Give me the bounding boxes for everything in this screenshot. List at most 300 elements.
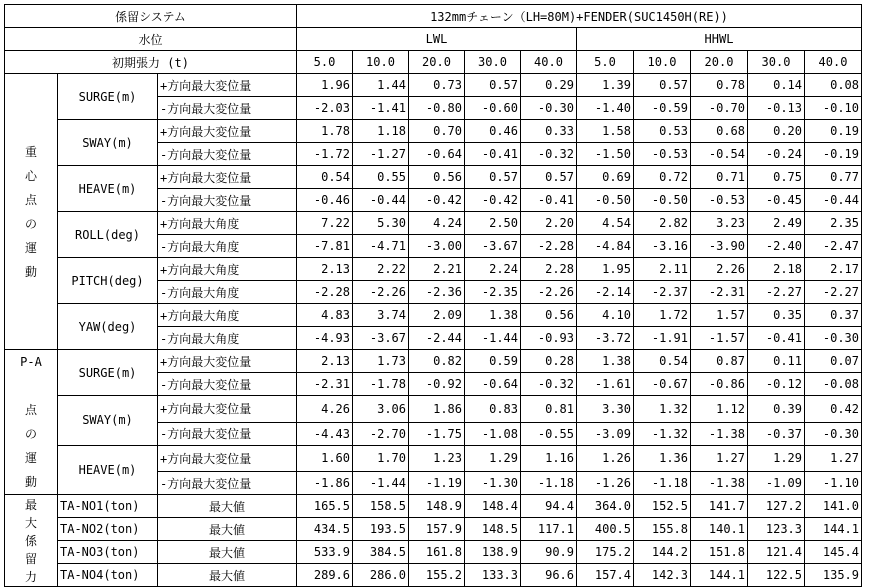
value-cell: -1.30 (465, 472, 521, 495)
line-name: TA-NO3(ton) (58, 541, 158, 564)
group-label-char: の (24, 216, 37, 231)
value-cell: 4.54 (577, 212, 634, 235)
value-cell: 0.37 (805, 304, 862, 327)
value-cell: 2.28 (521, 258, 577, 281)
value-cell: 2.11 (634, 258, 691, 281)
value-cell: 0.78 (691, 74, 748, 97)
value-cell: 0.57 (521, 166, 577, 189)
value-cell: -0.64 (465, 373, 521, 396)
value-cell: -0.30 (521, 97, 577, 120)
value-cell: 0.19 (805, 120, 862, 143)
value-cell: -2.40 (748, 235, 805, 258)
value-cell: 0.11 (748, 350, 805, 373)
value-cell: -1.78 (353, 373, 409, 396)
value-cell: 2.17 (805, 258, 862, 281)
system-label: 係留システム (5, 5, 297, 28)
value-cell: -0.44 (353, 189, 409, 212)
value-cell: 3.74 (353, 304, 409, 327)
value-cell: -4.93 (297, 327, 353, 350)
value-cell: -3.00 (409, 235, 465, 258)
group-label-char: 運 (24, 240, 37, 255)
value-cell: -2.27 (805, 281, 862, 304)
value-cell: 0.83 (465, 396, 521, 423)
group-label-char: 心 (24, 168, 37, 183)
group-label-char: 運 (24, 451, 37, 465)
value-cell: -1.40 (577, 97, 634, 120)
value-cell: 384.5 (353, 541, 409, 564)
row-label: -方向最大変位量 (158, 373, 297, 396)
value-cell: 289.6 (297, 564, 353, 587)
value-cell: -2.28 (521, 235, 577, 258)
value-cell: 0.57 (634, 74, 691, 97)
motion-component: SURGE(m) (58, 74, 158, 120)
value-cell: -3.16 (634, 235, 691, 258)
value-cell: 1.18 (353, 120, 409, 143)
group-label (5, 350, 58, 495)
value-cell: -1.75 (409, 422, 465, 445)
value-cell: 96.6 (521, 564, 577, 587)
value-cell: 1.70 (353, 445, 409, 472)
value-cell: -1.09 (748, 472, 805, 495)
value-cell: 1.27 (805, 445, 862, 472)
value-cell: 1.60 (297, 445, 353, 472)
value-cell: -0.53 (634, 143, 691, 166)
row-label: +方向最大変位量 (158, 120, 297, 143)
value-cell: 0.53 (634, 120, 691, 143)
value-cell: -0.30 (805, 327, 862, 350)
value-cell: 1.32 (634, 396, 691, 423)
value-cell: 2.09 (409, 304, 465, 327)
motion-component: PITCH(deg) (58, 258, 158, 304)
group-label-char: 係 (24, 533, 37, 548)
value-cell: 1.73 (353, 350, 409, 373)
value-cell: 1.29 (748, 445, 805, 472)
value-cell: -1.19 (409, 472, 465, 495)
value-cell: 0.35 (748, 304, 805, 327)
motion-component: HEAVE(m) (58, 445, 158, 495)
value-cell: -0.54 (691, 143, 748, 166)
value-cell: 4.26 (297, 396, 353, 423)
row-label: +方向最大変位量 (158, 350, 297, 373)
value-cell: -2.31 (297, 373, 353, 396)
row-label: -方向最大角度 (158, 235, 297, 258)
mooring-results-table (4, 4, 862, 587)
line-name: TA-NO1(ton) (58, 495, 158, 518)
value-cell: 90.9 (521, 541, 577, 564)
value-cell: -0.60 (465, 97, 521, 120)
value-cell: -1.26 (577, 472, 634, 495)
tension-value: 30.0 (748, 51, 805, 74)
row-label: -方向最大変位量 (158, 422, 297, 445)
value-cell: 2.24 (465, 258, 521, 281)
value-cell: 157.4 (577, 564, 634, 587)
value-cell: 2.50 (465, 212, 521, 235)
value-cell: 0.69 (577, 166, 634, 189)
motion-component: SWAY(m) (58, 120, 158, 166)
value-cell: 1.27 (691, 445, 748, 472)
table-row (5, 350, 862, 373)
max-value-label: 最大値 (158, 541, 297, 564)
tension-value: 5.0 (577, 51, 634, 74)
value-cell: -0.42 (409, 189, 465, 212)
table-row (5, 258, 862, 281)
tension-value: 20.0 (691, 51, 748, 74)
value-cell: -4.84 (577, 235, 634, 258)
value-cell: 151.8 (691, 541, 748, 564)
value-cell: 0.46 (465, 120, 521, 143)
header-row-tension (5, 51, 862, 74)
value-cell: -0.41 (748, 327, 805, 350)
value-cell: -2.44 (409, 327, 465, 350)
group-label-char: 動 (24, 475, 37, 489)
value-cell: -2.03 (297, 97, 353, 120)
value-cell: -0.67 (634, 373, 691, 396)
value-cell: 152.5 (634, 495, 691, 518)
header-row-system (5, 5, 862, 28)
value-cell: -0.44 (805, 189, 862, 212)
value-cell: 157.9 (409, 518, 465, 541)
value-cell: -0.64 (409, 143, 465, 166)
value-cell: 1.16 (521, 445, 577, 472)
value-cell: 0.73 (409, 74, 465, 97)
value-cell: -0.41 (521, 189, 577, 212)
value-cell: 1.57 (691, 304, 748, 327)
value-cell: -2.47 (805, 235, 862, 258)
system-value: 132mmチェーン（LH=80M)+FENDER(SUC1450H(RE)) (297, 5, 862, 28)
value-cell: 0.68 (691, 120, 748, 143)
value-cell: 0.87 (691, 350, 748, 373)
value-cell: 2.13 (297, 350, 353, 373)
value-cell: -1.18 (634, 472, 691, 495)
value-cell: -0.80 (409, 97, 465, 120)
motion-component: SURGE(m) (58, 350, 158, 396)
value-cell: 0.42 (805, 396, 862, 423)
value-cell: -0.92 (409, 373, 465, 396)
value-cell: 3.30 (577, 396, 634, 423)
value-cell: 142.3 (634, 564, 691, 587)
value-cell: 133.3 (465, 564, 521, 587)
value-cell: -2.26 (521, 281, 577, 304)
value-cell: 0.29 (521, 74, 577, 97)
value-cell: -0.24 (748, 143, 805, 166)
value-cell: -1.57 (691, 327, 748, 350)
value-cell: -1.08 (465, 422, 521, 445)
row-label: +方向最大変位量 (158, 166, 297, 189)
group-label-char: 点 (24, 403, 37, 417)
max-value-label: 最大値 (158, 518, 297, 541)
group-label-char: 大 (24, 515, 37, 530)
value-cell: -2.26 (353, 281, 409, 304)
value-cell: -0.50 (577, 189, 634, 212)
value-cell: -2.14 (577, 281, 634, 304)
group-label-char: 重 (24, 144, 37, 159)
value-cell: -1.44 (353, 472, 409, 495)
value-cell: -2.31 (691, 281, 748, 304)
value-cell: -0.59 (634, 97, 691, 120)
value-cell: 144.1 (691, 564, 748, 587)
row-label: -方向最大変位量 (158, 472, 297, 495)
group-label-char: 点 (24, 192, 37, 207)
row-label: -方向最大変位量 (158, 143, 297, 166)
value-cell: -0.55 (521, 422, 577, 445)
motion-component: HEAVE(m) (58, 166, 158, 212)
value-cell: -0.93 (521, 327, 577, 350)
value-cell: 0.54 (634, 350, 691, 373)
value-cell: -0.45 (748, 189, 805, 212)
value-cell: 533.9 (297, 541, 353, 564)
value-cell: 0.39 (748, 396, 805, 423)
initial-tension-label: 初期張力 (t) (5, 51, 297, 74)
value-cell: 2.35 (805, 212, 862, 235)
table-row (5, 120, 862, 143)
value-cell: 1.38 (465, 304, 521, 327)
value-cell: 141.7 (691, 495, 748, 518)
value-cell: 144.2 (634, 541, 691, 564)
table-row (5, 212, 862, 235)
value-cell: -2.37 (634, 281, 691, 304)
group-label-char (7, 374, 55, 398)
row-label: +方向最大角度 (158, 304, 297, 327)
value-cell: -1.91 (634, 327, 691, 350)
value-cell: 2.13 (297, 258, 353, 281)
value-cell: -0.10 (805, 97, 862, 120)
value-cell: -1.61 (577, 373, 634, 396)
value-cell: 1.96 (297, 74, 353, 97)
line-name: TA-NO2(ton) (58, 518, 158, 541)
max-value-label: 最大値 (158, 495, 297, 518)
value-cell: 148.9 (409, 495, 465, 518)
value-cell: 123.3 (748, 518, 805, 541)
value-cell: 193.5 (353, 518, 409, 541)
value-cell: -4.71 (353, 235, 409, 258)
mooring-force-label (5, 495, 58, 587)
value-cell: 0.57 (465, 74, 521, 97)
row-label: +方向最大角度 (158, 258, 297, 281)
value-cell: 1.26 (577, 445, 634, 472)
results-table-container (4, 4, 862, 587)
value-cell: -1.72 (297, 143, 353, 166)
table-row (5, 74, 862, 97)
value-cell: 161.8 (409, 541, 465, 564)
value-cell: 165.5 (297, 495, 353, 518)
row-label: +方向最大変位量 (158, 396, 297, 423)
value-cell: -1.44 (465, 327, 521, 350)
table-row (5, 445, 862, 472)
lwl-header: LWL (297, 28, 577, 51)
value-cell: -1.86 (297, 472, 353, 495)
table-body (5, 5, 862, 587)
value-cell: -3.90 (691, 235, 748, 258)
value-cell: 0.56 (409, 166, 465, 189)
value-cell: 7.22 (297, 212, 353, 235)
value-cell: 2.21 (409, 258, 465, 281)
value-cell: -1.32 (634, 422, 691, 445)
value-cell: 1.36 (634, 445, 691, 472)
tension-value: 40.0 (805, 51, 862, 74)
value-cell: 0.77 (805, 166, 862, 189)
motion-component: YAW(deg) (58, 304, 158, 350)
value-cell: 1.12 (691, 396, 748, 423)
value-cell: 0.57 (465, 166, 521, 189)
value-cell: 140.1 (691, 518, 748, 541)
value-cell: -2.28 (297, 281, 353, 304)
value-cell: 2.82 (634, 212, 691, 235)
table-row (5, 166, 862, 189)
motion-component: ROLL(deg) (58, 212, 158, 258)
value-cell: 364.0 (577, 495, 634, 518)
value-cell: 2.20 (521, 212, 577, 235)
value-cell: -0.46 (297, 189, 353, 212)
value-cell: 4.83 (297, 304, 353, 327)
value-cell: 0.14 (748, 74, 805, 97)
value-cell: -0.12 (748, 373, 805, 396)
value-cell: 2.49 (748, 212, 805, 235)
value-cell: -3.67 (353, 327, 409, 350)
value-cell: 0.55 (353, 166, 409, 189)
tension-value: 40.0 (521, 51, 577, 74)
value-cell: 148.4 (465, 495, 521, 518)
value-cell: -1.10 (805, 472, 862, 495)
value-cell: 1.72 (634, 304, 691, 327)
value-cell: 1.86 (409, 396, 465, 423)
value-cell: -0.50 (634, 189, 691, 212)
row-label: +方向最大変位量 (158, 74, 297, 97)
value-cell: 1.39 (577, 74, 634, 97)
value-cell: 0.81 (521, 396, 577, 423)
value-cell: 1.29 (465, 445, 521, 472)
motion-component: SWAY(m) (58, 396, 158, 446)
value-cell: -1.38 (691, 422, 748, 445)
value-cell: -0.41 (465, 143, 521, 166)
value-cell: -0.70 (691, 97, 748, 120)
tension-value: 20.0 (409, 51, 465, 74)
value-cell: 155.2 (409, 564, 465, 587)
value-cell: -1.41 (353, 97, 409, 120)
value-cell: 1.23 (409, 445, 465, 472)
value-cell: 1.44 (353, 74, 409, 97)
table-row (5, 541, 862, 564)
value-cell: 0.75 (748, 166, 805, 189)
value-cell: 2.22 (353, 258, 409, 281)
value-cell: 5.30 (353, 212, 409, 235)
value-cell: 286.0 (353, 564, 409, 587)
value-cell: -0.08 (805, 373, 862, 396)
line-name: TA-NO4(ton) (58, 564, 158, 587)
value-cell: -2.35 (465, 281, 521, 304)
value-cell: -1.18 (521, 472, 577, 495)
value-cell: -0.13 (748, 97, 805, 120)
value-cell: 0.33 (521, 120, 577, 143)
value-cell: -0.32 (521, 373, 577, 396)
value-cell: -0.42 (465, 189, 521, 212)
group-label-char: 力 (24, 569, 37, 584)
value-cell: 141.0 (805, 495, 862, 518)
max-value-label: 最大値 (158, 564, 297, 587)
row-label: -方向最大角度 (158, 327, 297, 350)
row-label: +方向最大角度 (158, 212, 297, 235)
row-label: -方向最大変位量 (158, 189, 297, 212)
hhwl-header: HHWL (577, 28, 862, 51)
value-cell: 0.08 (805, 74, 862, 97)
value-cell: -1.50 (577, 143, 634, 166)
value-cell: -2.36 (409, 281, 465, 304)
row-label: +方向最大変位量 (158, 445, 297, 472)
value-cell: 0.59 (465, 350, 521, 373)
value-cell: 0.71 (691, 166, 748, 189)
value-cell: 0.07 (805, 350, 862, 373)
water-level-label: 水位 (5, 28, 297, 51)
group-label-char: 最 (24, 497, 37, 512)
table-row (5, 518, 862, 541)
table-row (5, 564, 862, 587)
value-cell: -3.09 (577, 422, 634, 445)
value-cell: -2.27 (748, 281, 805, 304)
value-cell: 0.20 (748, 120, 805, 143)
value-cell: 1.38 (577, 350, 634, 373)
value-cell: 148.5 (465, 518, 521, 541)
value-cell: 4.24 (409, 212, 465, 235)
tension-value: 10.0 (634, 51, 691, 74)
value-cell: -1.27 (353, 143, 409, 166)
value-cell: 400.5 (577, 518, 634, 541)
value-cell: 155.8 (634, 518, 691, 541)
value-cell: -0.86 (691, 373, 748, 396)
group-label-char: 動 (24, 264, 37, 279)
group-label-char: の (24, 427, 37, 441)
value-cell: -1.38 (691, 472, 748, 495)
table-row (5, 304, 862, 327)
value-cell: -0.32 (521, 143, 577, 166)
header-row-water (5, 28, 862, 51)
value-cell: 0.70 (409, 120, 465, 143)
group-label-char: P-A (20, 355, 42, 369)
value-cell: 1.95 (577, 258, 634, 281)
value-cell: -3.67 (465, 235, 521, 258)
value-cell: -0.53 (691, 189, 748, 212)
value-cell: 1.78 (297, 120, 353, 143)
value-cell: 175.2 (577, 541, 634, 564)
value-cell: 158.5 (353, 495, 409, 518)
value-cell: -0.37 (748, 422, 805, 445)
table-row (5, 396, 862, 423)
value-cell: 3.23 (691, 212, 748, 235)
value-cell: 2.18 (748, 258, 805, 281)
tension-value: 5.0 (297, 51, 353, 74)
value-cell: 2.26 (691, 258, 748, 281)
value-cell: 0.56 (521, 304, 577, 327)
value-cell: 122.5 (748, 564, 805, 587)
value-cell: 0.82 (409, 350, 465, 373)
value-cell: 145.4 (805, 541, 862, 564)
tension-value: 10.0 (353, 51, 409, 74)
value-cell: -0.19 (805, 143, 862, 166)
value-cell: -4.43 (297, 422, 353, 445)
value-cell: 0.72 (634, 166, 691, 189)
value-cell: 144.1 (805, 518, 862, 541)
value-cell: -3.72 (577, 327, 634, 350)
value-cell: 127.2 (748, 495, 805, 518)
value-cell: 135.9 (805, 564, 862, 587)
value-cell: -0.30 (805, 422, 862, 445)
tension-value: 30.0 (465, 51, 521, 74)
value-cell: 138.9 (465, 541, 521, 564)
value-cell: -2.70 (353, 422, 409, 445)
row-label: -方向最大角度 (158, 281, 297, 304)
value-cell: -7.81 (297, 235, 353, 258)
value-cell: 0.28 (521, 350, 577, 373)
row-label: -方向最大変位量 (158, 97, 297, 120)
value-cell: 117.1 (521, 518, 577, 541)
